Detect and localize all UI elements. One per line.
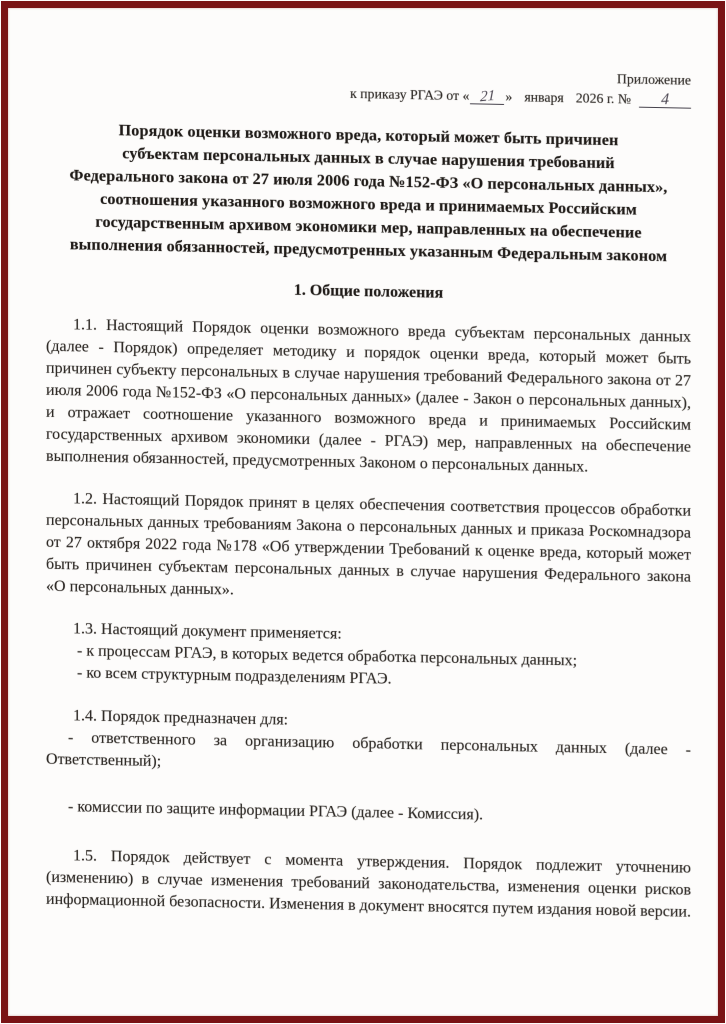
- paragraph-1-3-intro: 1.3. Настоящий документ применяется:: [73, 620, 342, 643]
- quote-close: »: [505, 88, 513, 105]
- title-line: Федерального закона от 27 июля 2006 года №152-ФЗ «О персональных данных»,: [69, 166, 668, 197]
- paragraph-1-5: 1.5. Порядок действует с момента утверждения. Порядок подлежит уточнению (изменению) в случае изменения требований законодательства, изменения оценки рисков информационной безопасности. Изменения в документ вносятся путем издания новой версии.: [46, 847, 691, 921]
- paragraph-1-3: [46, 618, 691, 697]
- appendix-label: Приложение: [616, 71, 691, 88]
- handwritten-day-field: [470, 89, 504, 105]
- title-line: соотношения указанного возможного вреда и принимаемых Российским: [100, 189, 637, 219]
- title-line: выполнения обязанностей, предусмотренных указанным Федеральным законом: [69, 235, 668, 266]
- list-item: - ответственного за организацию обработки персональных данных (далее - Ответственный);: [46, 729, 691, 771]
- document-body: [46, 314, 691, 924]
- section-heading-general-provisions: 1. Общие положения: [293, 281, 444, 302]
- order-month: января: [524, 89, 564, 106]
- appendix-header: [46, 59, 691, 110]
- title-line: Порядок оценки возможного вреда, который может быть причинен: [118, 121, 619, 150]
- paragraph-1-2: 1.2. Настоящий Порядок принят в целях обеспечения соответствия процессов обработки персональных данных требованиям Закона о персональных данных и приказа Роскомнадзора от 27 октября 2022 года №178 «Об утверждении Требований к оценке вреда, который может быть причинен субъектам персональных данных в случае нарушения Федерального закона «О персональных данных».: [46, 490, 691, 599]
- handwritten-number-field: [639, 90, 691, 109]
- document-title: [46, 118, 691, 269]
- paragraph-1-4-intro: 1.4. Порядок предназначен для:: [73, 707, 289, 729]
- list-item: - к процессам РГАЭ, в которых ведется обработка персональных данных;: [77, 642, 578, 670]
- list-item: - комиссии по защите информации РГАЭ (далее - Комиссия).: [68, 798, 484, 824]
- handwritten-order-number: 4: [660, 90, 670, 109]
- order-prefix: к приказу РГАЭ от «: [350, 85, 470, 104]
- handwritten-day: 21: [479, 87, 496, 106]
- document-content: [8, 8, 718, 924]
- order-year-number-sign: 2026 г. №: [575, 90, 631, 107]
- paragraph-1-4: [46, 705, 691, 831]
- paragraph-1-1: 1.1. Настоящий Порядок оценки возможного вреда субъектам персональных данных (далее - Порядок) определяет методику и порядок оценки вреда, который может быть причинен субъекту персональных в случае нарушения требований Федерального закона от 27 июля 2006 года №152-ФЗ «О персональных данных» (далее - Закон о персональных данных), и отражает соотношение указанного возможного вреда и принимаемых Российским государственных архивом экономики (далее - РГАЭ) мер, направленных на обеспечение выполнения обязанностей, предусмотренных Законом о персональных данных.: [46, 316, 691, 476]
- list-item: - ко всем структурным подразделениям РГАЭ.: [77, 664, 392, 688]
- title-line: субъектам персональных данных в случае нарушения требований: [122, 144, 615, 173]
- title-line: государственным архивом экономики мер, направленных на обеспечение: [95, 212, 642, 242]
